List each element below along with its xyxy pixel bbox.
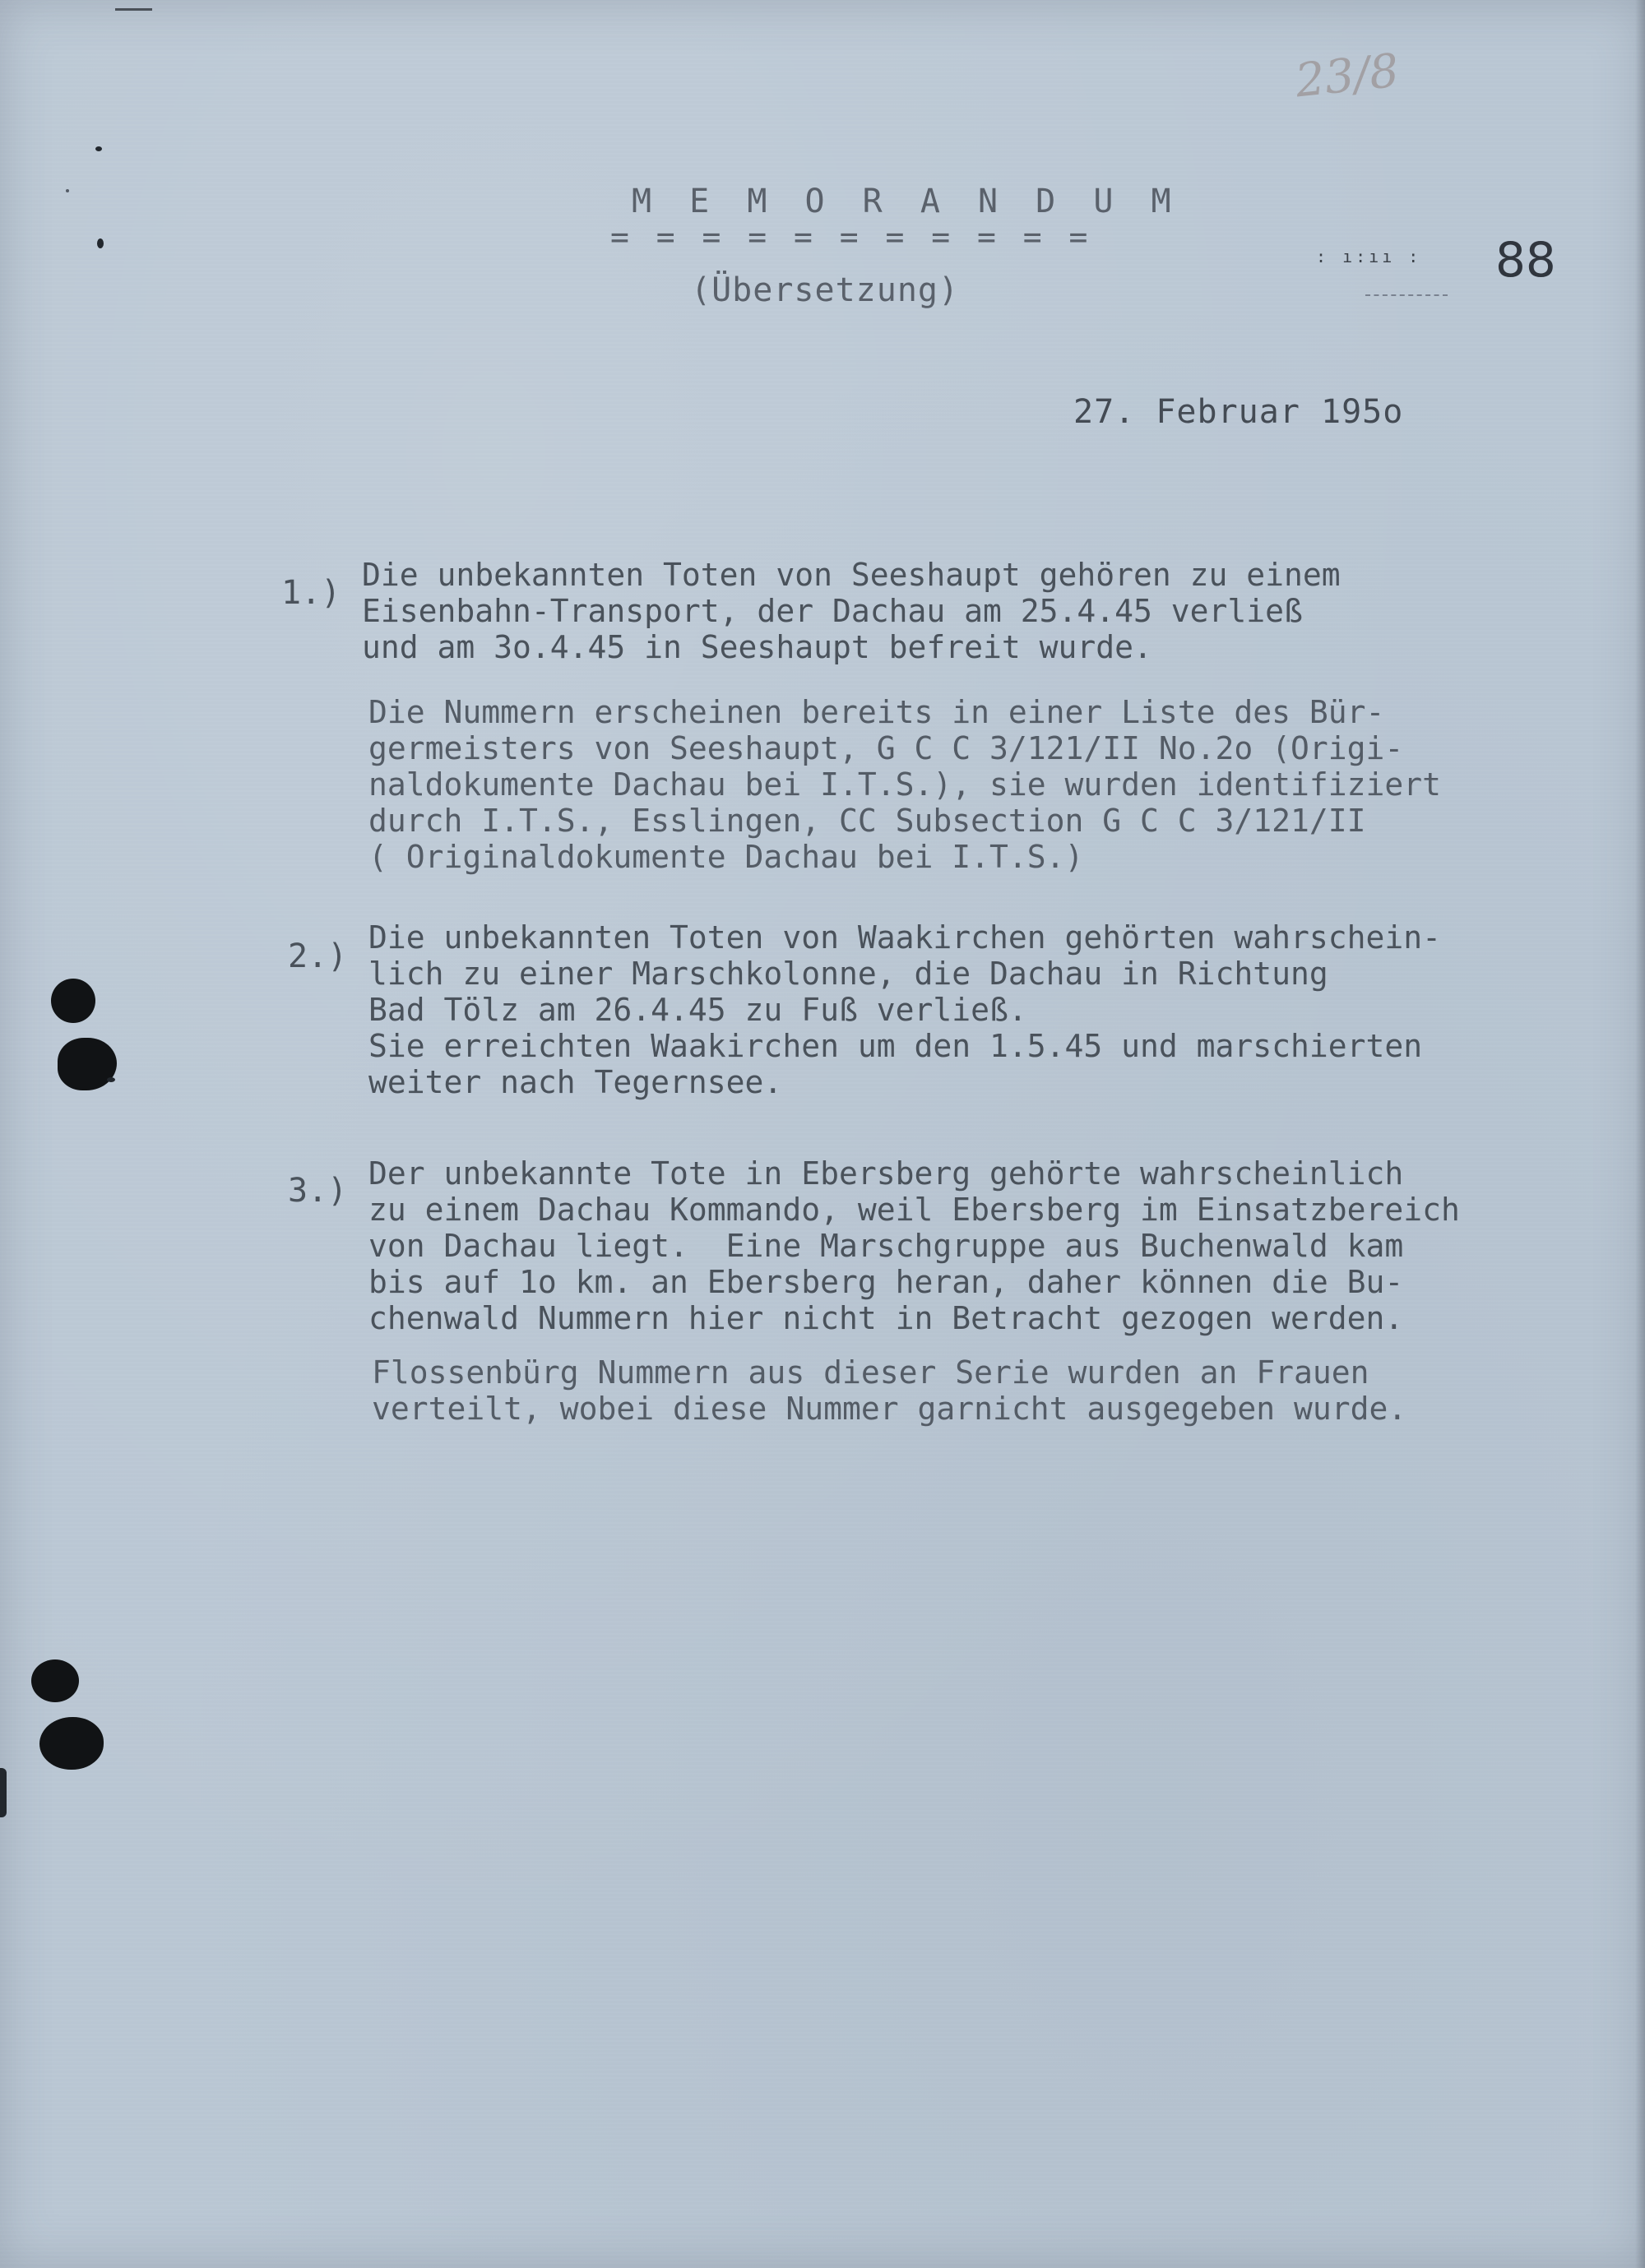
stamp-underline (1365, 294, 1448, 296)
item-number: 1.) (281, 574, 341, 612)
page-edge-shadow (1635, 0, 1645, 2268)
item-number: 3.) (288, 1172, 348, 1210)
punch-hole (31, 1659, 79, 1702)
punch-hole (58, 1038, 117, 1090)
heading-rule: = = = = = = = = = = = (610, 219, 1092, 255)
ink-speck (66, 189, 69, 192)
ink-speck (107, 1077, 115, 1082)
page-number: 88 (1495, 232, 1556, 288)
punch-hole (51, 979, 95, 1023)
item-paragraph: Die Nummern erscheinen bereits in einer Liste des Bür- germeisters von Seeshaupt, G C C 3/121/II No.2o (Origi- naldokumente Dachau bei I.T.S.), sie wurden identifiziert durch I.T.S., Esslingen, CC Subsection G C C 3/121/II ( Originaldokumente Dachau bei I.T.S.) (368, 694, 1442, 875)
item-number: 2.) (288, 937, 348, 975)
stamp-marks: : ı:ıı : (1316, 247, 1422, 266)
scan-mark (115, 8, 152, 11)
memo-date: 27. Februar 195o (1073, 393, 1404, 431)
ink-speck (95, 146, 102, 151)
memo-heading: M E M O R A N D U M (632, 183, 1180, 220)
item-paragraph: Der unbekannte Tote in Ebersberg gehörte wahrscheinlich zu einem Dachau Kommando, weil Ebersberg im Einsatzbereich von Dachau liegt. Eine Marschgruppe aus Buchenwald kam bis auf 1o km. an Ebersberg heran, daher können die Bu- chenwald Nummern hier nicht in Betracht gezogen werden. (368, 1155, 1460, 1336)
paper-tear (0, 1768, 7, 1817)
ink-speck (97, 238, 104, 248)
handwritten-note: 23/8 (1292, 44, 1402, 109)
punch-hole (39, 1717, 104, 1770)
item-paragraph: Flossenbürg Nummern aus dieser Serie wurden an Frauen verteilt, wobei diese Nummer garnicht ausgegeben wurde. (372, 1354, 1407, 1427)
item-paragraph: Die unbekannten Toten von Waakirchen gehörten wahrschein- lich zu einer Marschkolonne, die Dachau in Richtung Bad Tölz am 26.4.45 zu Fuß verließ. Sie erreichten Waakirchen um den 1.5.45 und marschierten weiter nach Tegernsee. (368, 919, 1442, 1100)
item-paragraph: Die unbekannten Toten von Seeshaupt gehören zu einem Eisenbahn-Transport, der Dachau am 25.4.45 verließ und am 3o.4.45 in Seeshaupt befreit wurde. (362, 557, 1341, 665)
memo-subtitle: (Übersetzung) (691, 271, 960, 309)
